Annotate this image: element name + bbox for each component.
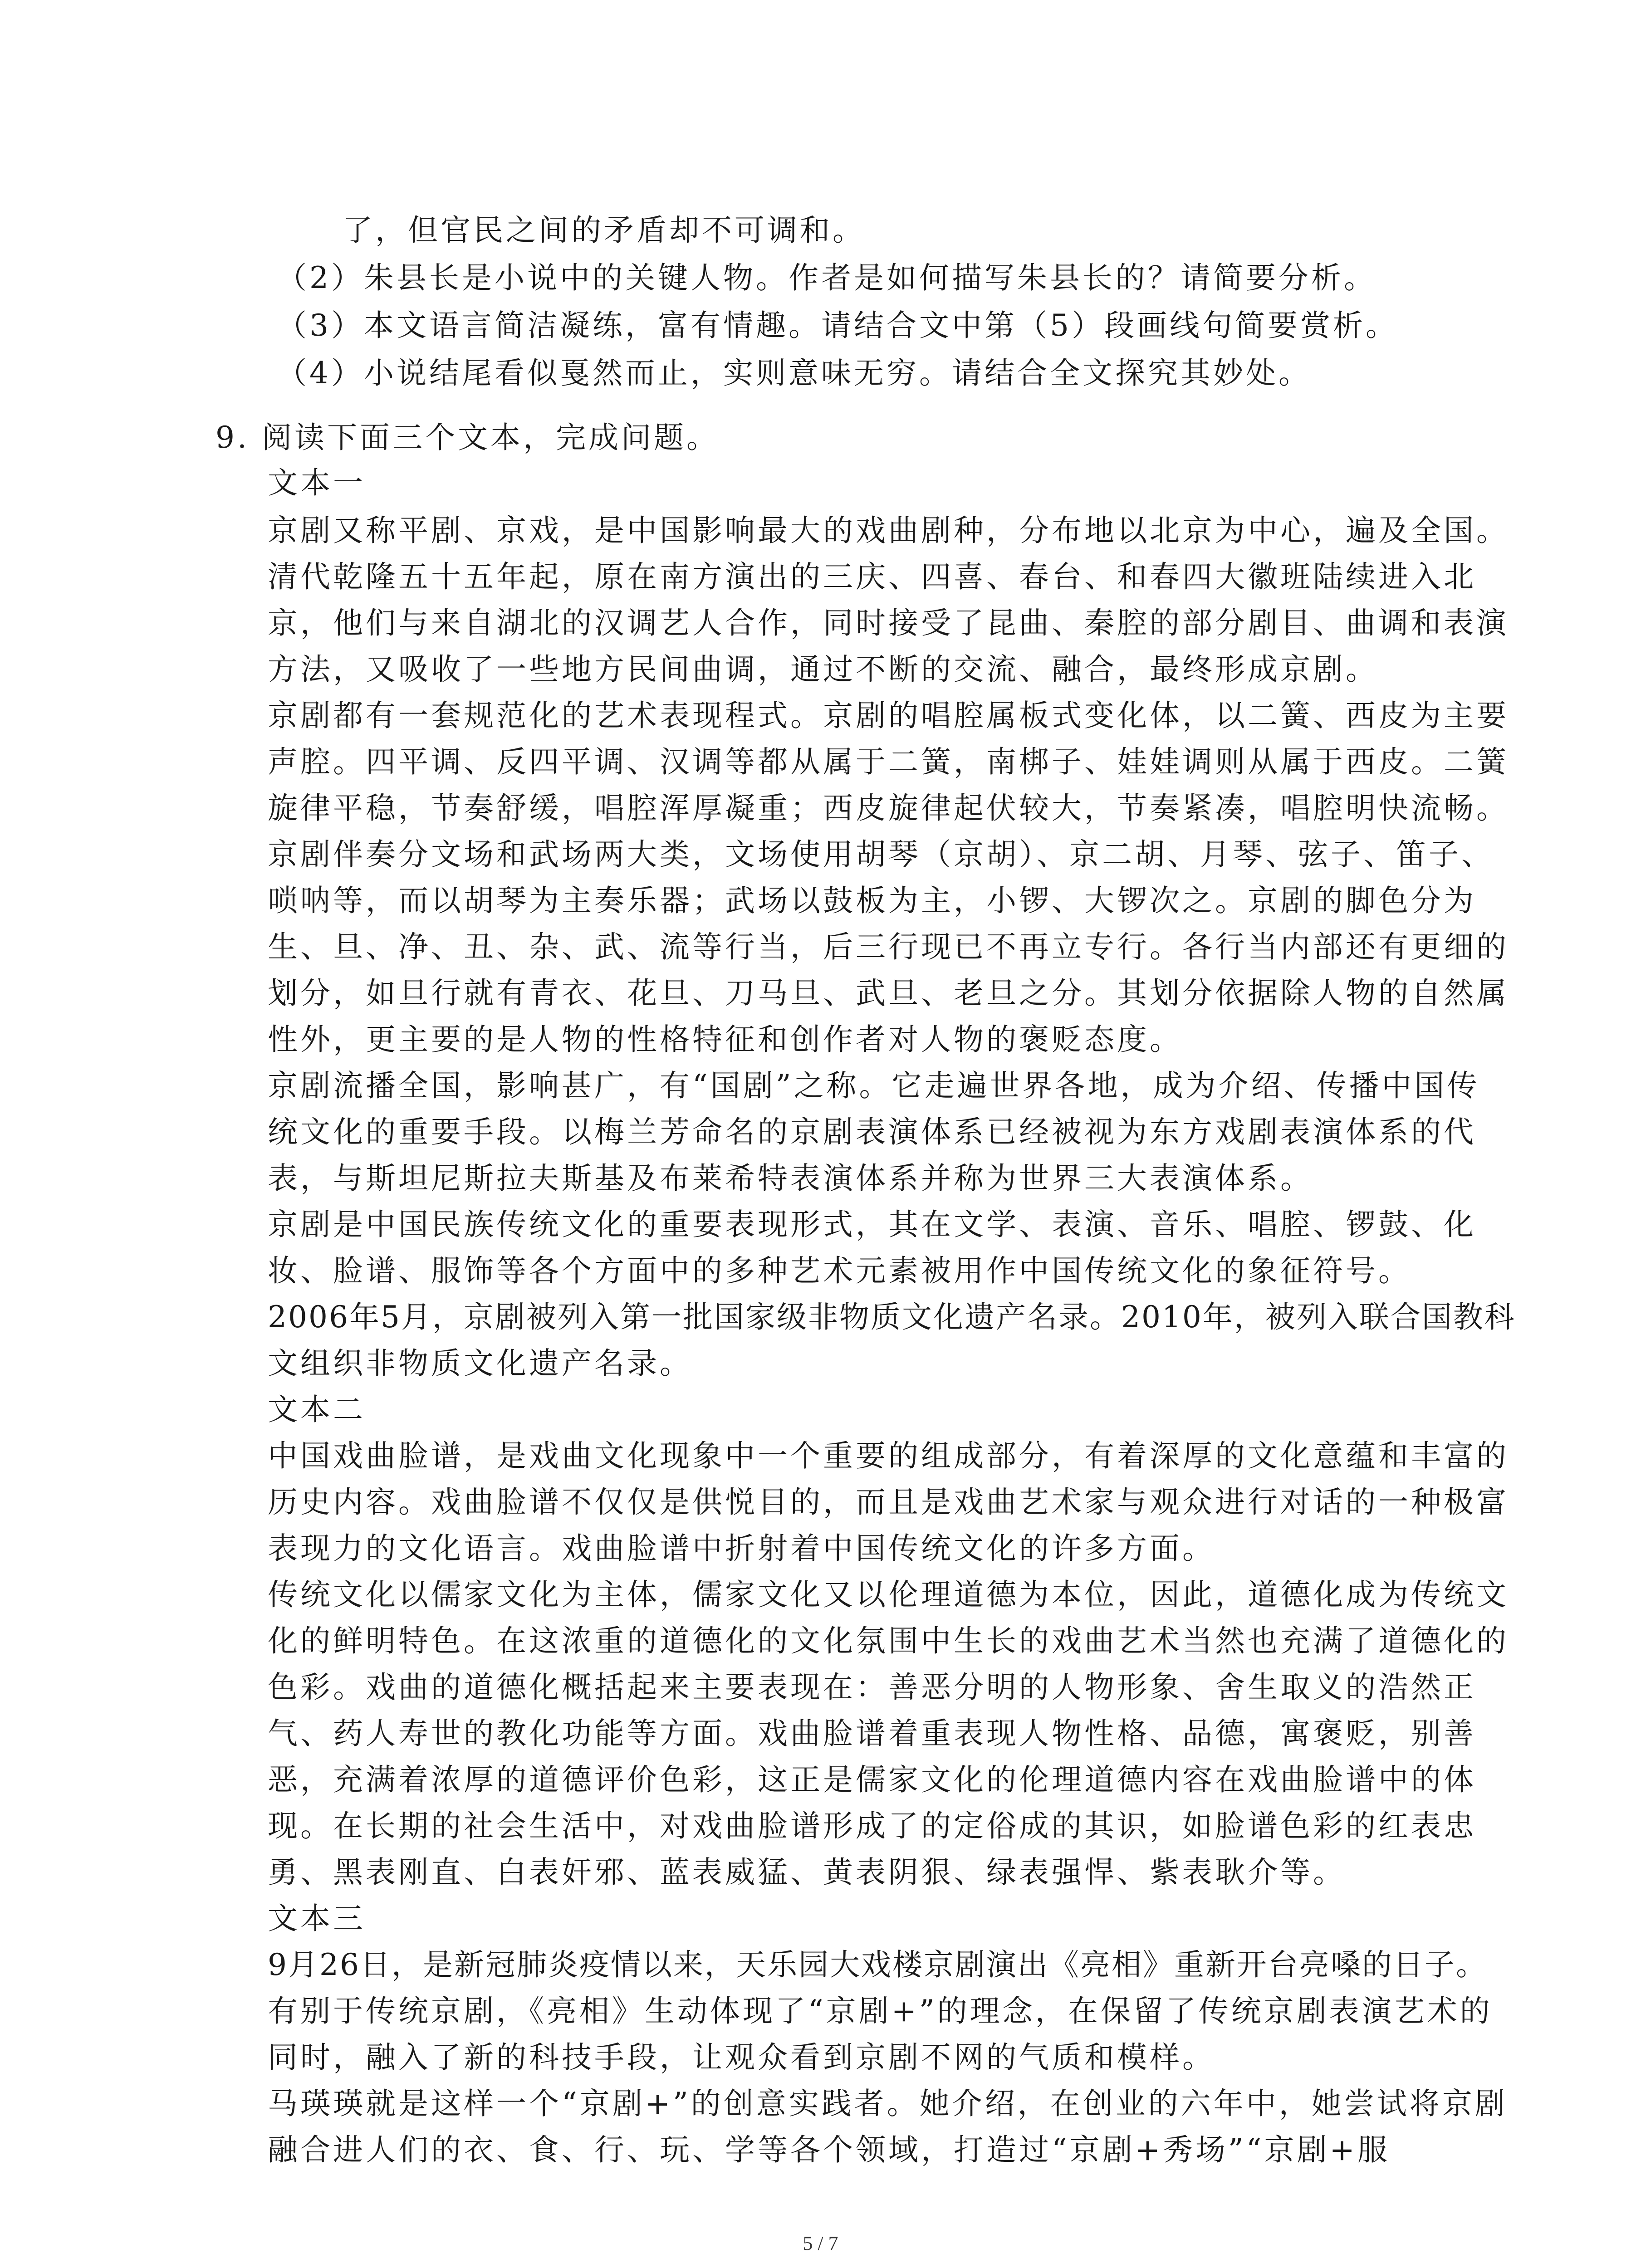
text1-line: 生、旦、净、丑、杂、武、流等行当，后三行现已不再立专行。各行当内部还有更细的 <box>268 929 1509 964</box>
text1-line: 京剧又称平剧、京戏，是中国影响最大的戏曲剧种，分布地以北京为中心，遍及全国。 <box>268 513 1509 548</box>
text2-line: 表现力的文化语言。戏曲脸谱中折射着中国传统文化的许多方面。 <box>268 1531 1215 1566</box>
text1-line: 性外，更主要的是人物的性格特征和创作者对人物的褒贬态度。 <box>268 1022 1182 1057</box>
text1-line: 京剧流播全国，影响甚广，有“国剧”之称。它走遍世界各地，成为介绍、传播中国传 <box>268 1068 1480 1103</box>
text2-line: 色彩。戏曲的道德化概括起来主要表现在：善恶分明的人物形象、舍生取义的浩然正 <box>268 1670 1476 1705</box>
text1-line: 清代乾隆五十五年起，原在南方演出的三庆、四喜、春台、和春四大徽班陆续进入北 <box>268 559 1476 594</box>
question-8-4: （4）小说结尾看似戛然而止，实则意味无穷。请结合全文探究其妙处。 <box>277 356 1311 391</box>
text2-line: 恶，充满着浓厚的道德评价色彩，这正是儒家文化的伦理道德内容在戏曲脸谱中的体 <box>268 1762 1476 1797</box>
text1-line: 唢呐等，而以胡琴为主奏乐器；武场以鼓板为主，小锣、大锣次之。京剧的脚色分为 <box>268 883 1476 918</box>
text1-line: 妆、脸谱、服饰等各个方面中的多种艺术元素被用作中国传统文化的象征符号。 <box>268 1253 1411 1288</box>
text2-heading: 文本二 <box>268 1392 366 1427</box>
text1-line: 京剧是中国民族传统文化的重要表现形式，其在文学、表演、音乐、唱腔、锣鼓、化 <box>268 1207 1476 1242</box>
text1-line: 京剧伴奏分文场和武场两大类，文场使用胡琴（京胡）、京二胡、月琴、弦子、笛子、 <box>268 837 1494 872</box>
text2-line: 化的鲜明特色。在这浓重的道德化的文化氛围中生长的戏曲艺术当然也充满了道德化的 <box>268 1623 1509 1658</box>
text1-line: 方法，又吸收了一些地方民间曲调，通过不断的交流、融合，最终形成京剧。 <box>268 652 1378 687</box>
text3-heading: 文本三 <box>268 1901 366 1936</box>
text2-line: 传统文化以儒家文化为主体，儒家文化又以伦理道德为本位，因此，道德化成为传统文 <box>268 1577 1509 1612</box>
text1-line: 声腔。四平调、反四平调、汉调等都从属于二簧，南梆子、娃娃调则从属于西皮。二簧 <box>268 744 1509 779</box>
text2-line: 气、药人寿世的教化功能等方面。戏曲脸谱着重表现人物性格、品德，寓褒贬，别善 <box>268 1716 1476 1751</box>
text2-line: 中国戏曲脸谱，是戏曲文化现象中一个重要的组成部分，有着深厚的文化意蕴和丰富的 <box>268 1438 1509 1473</box>
page-number: 5 / 7 <box>803 2232 838 2254</box>
text3-line: 融合进人们的衣、食、行、玩、学等各个领域，打造过“京剧+秀场”“京剧+服 <box>268 2132 1390 2167</box>
text2-line: 勇、黑表刚直、白表奸邪、蓝表威猛、黄表阴狠、绿表强悍、紫表耿介等。 <box>268 1855 1346 1890</box>
question-9-stem: 9. 阅读下面三个文本，完成问题。 <box>216 420 719 455</box>
text1-line: 2006年5月，京剧被列入第一批国家级非物质文化遗产名录。2010年，被列入联合国教科 <box>268 1300 1516 1334</box>
prev-question-continuation: 了，但官民之间的矛盾却不可调和。 <box>343 213 865 248</box>
text1-line: 京，他们与来自湖北的汉调艺人合作，同时接受了昆曲、秦腔的部分剧目、曲调和表演 <box>268 606 1509 640</box>
text2-line: 现。在长期的社会生活中，对戏曲脸谱形成了的定俗成的其识，如脸谱色彩的红表忠 <box>268 1809 1476 1843</box>
text3-line: 9月26日，是新冠肺炎疫情以来，天乐园大戏楼京剧演出《亮相》重新开台亮嗓的日子。 <box>268 1947 1487 1982</box>
text2-line: 历史内容。戏曲脸谱不仅仅是供悦目的，而且是戏曲艺术家与观众进行对话的一种极富 <box>268 1485 1509 1520</box>
text3-line: 有别于传统京剧，《亮相》生动体现了“京剧+”的理念，在保留了传统京剧表演艺术的 <box>268 1994 1493 2028</box>
text1-line: 表，与斯坦尼斯拉夫斯基及布莱希特表演体系并称为世界三大表演体系。 <box>268 1161 1313 1196</box>
question-8-2: （2）朱县长是小说中的关键人物。作者是如何描写朱县长的？请简要分析。 <box>277 260 1376 295</box>
text1-line: 京剧都有一套规范化的艺术表现程式。京剧的唱腔属板式变化体，以二簧、西皮为主要 <box>268 698 1509 733</box>
text1-line: 旋律平稳，节奏舒缓，唱腔浑厚凝重；西皮旋律起伏较大，节奏紧凑，唱腔明快流畅。 <box>268 791 1509 826</box>
question-8-3: （3）本文语言简洁凝练，富有情趣。请结合文中第（5）段画线句简要赏析。 <box>277 308 1398 343</box>
text3-line: 同时，融入了新的科技手段，让观众看到京剧不网的气质和模样。 <box>268 2040 1215 2075</box>
text3-line: 马瑛瑛就是这样一个“京剧+”的创意实践者。她介绍，在创业的六年中，她尝试将京剧 <box>268 2086 1508 2121</box>
text1-line: 文组织非物质文化遗产名录。 <box>268 1346 692 1381</box>
text1-line: 统文化的重要手段。以梅兰芳命名的京剧表演体系已经被视为东方戏剧表演体系的代 <box>268 1114 1476 1149</box>
text1-heading: 文本一 <box>268 465 366 500</box>
text1-line: 划分，如旦行就有青衣、花旦、刀马旦、武旦、老旦之分。其划分依据除人物的自然属 <box>268 976 1509 1011</box>
